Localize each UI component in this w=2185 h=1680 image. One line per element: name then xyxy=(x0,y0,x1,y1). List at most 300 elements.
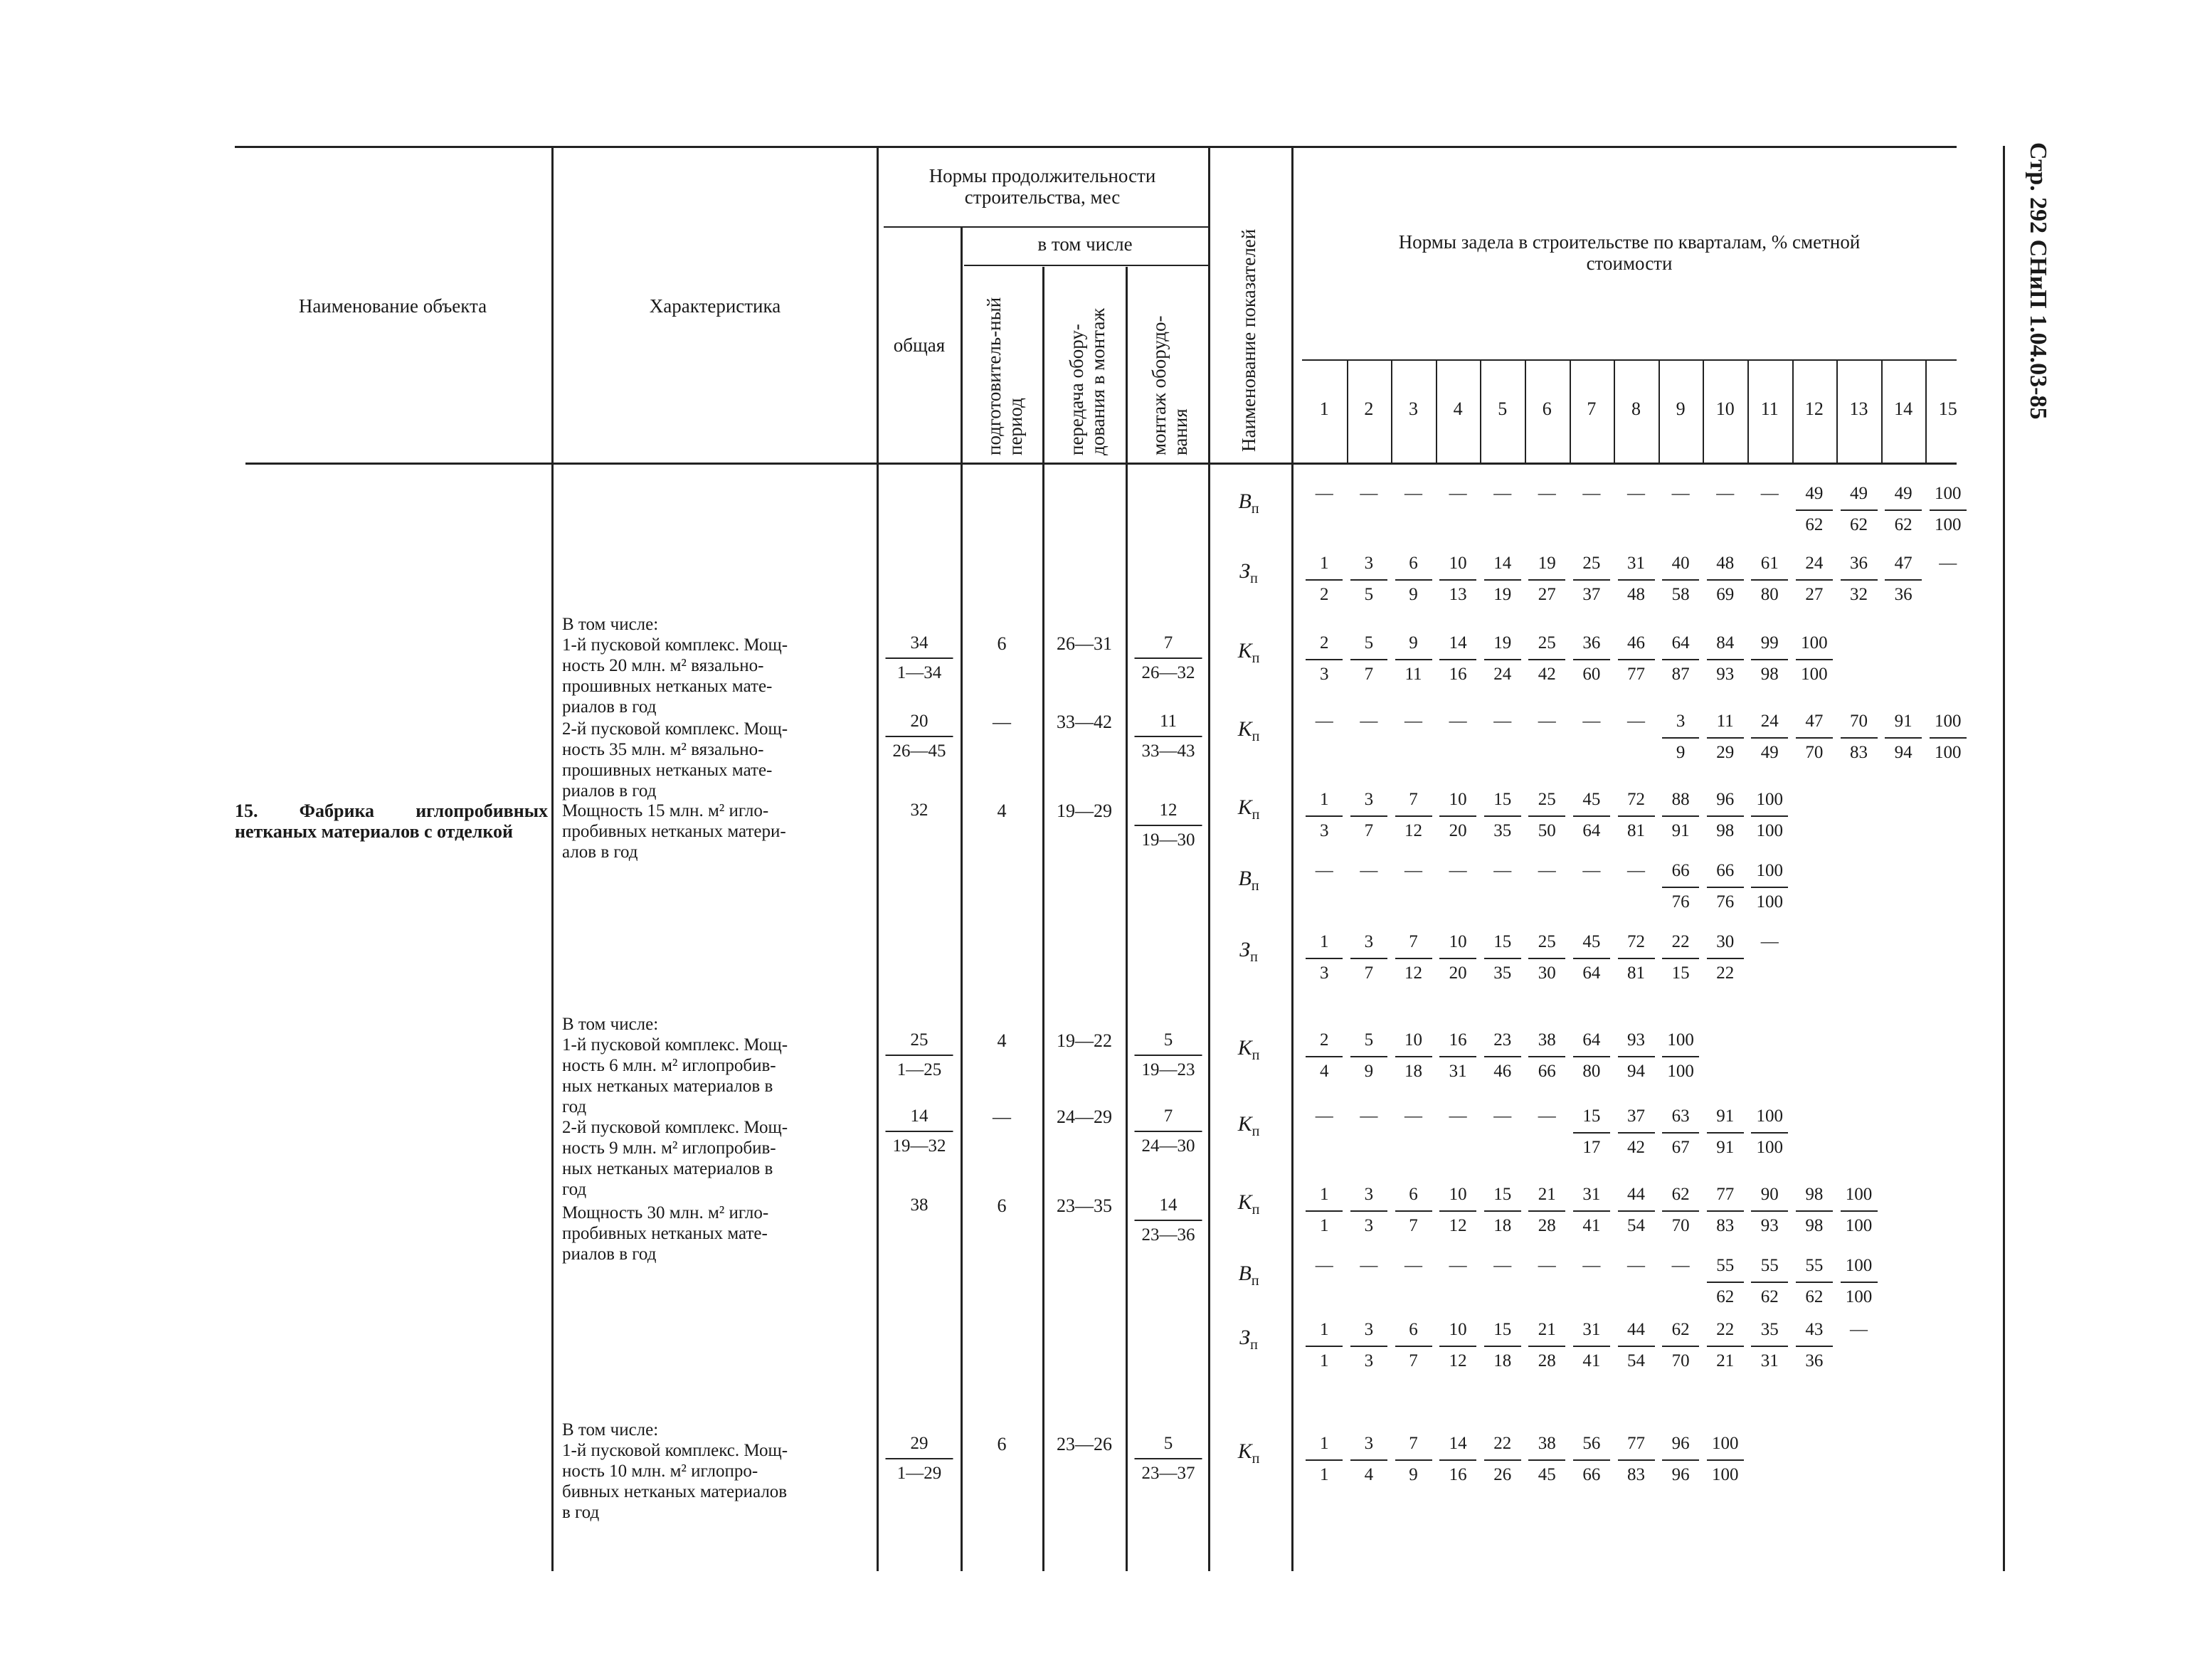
zadel-bottom-value xyxy=(1437,505,1479,527)
zadel-bottom-value xyxy=(1748,953,1791,975)
zadel-top-value: — xyxy=(1493,1256,1512,1275)
duration-total-value: 38 xyxy=(910,1195,929,1215)
zadel-top-value: 19 xyxy=(1538,554,1556,573)
zadel-bottom-value: 62 xyxy=(1805,515,1824,534)
zadel-cell xyxy=(1659,484,1702,527)
zadel-top-value: 14 xyxy=(1449,1434,1467,1453)
description-line: риалов в год xyxy=(562,781,657,801)
zadel-top-value: 25 xyxy=(1538,790,1556,809)
zadel-bottom-value: 1 xyxy=(1320,1216,1329,1235)
zadel-bottom-value: 12 xyxy=(1449,1216,1467,1235)
zadel-cell xyxy=(1570,1030,1613,1083)
zadel-top-value: 61 xyxy=(1760,554,1779,573)
fraction-bar xyxy=(1751,815,1788,817)
zadel-top-value: — xyxy=(1850,1320,1868,1339)
zadel-cell xyxy=(1348,1256,1390,1299)
fraction-bar xyxy=(1751,1282,1788,1283)
duration-mount-value: 5 xyxy=(1163,1434,1173,1453)
zadel-cell xyxy=(1704,1106,1747,1159)
zadel-bottom-value: 20 xyxy=(1449,821,1467,840)
zadel-cell xyxy=(1704,861,1747,914)
zadel-cell xyxy=(1437,484,1479,527)
zadel-bottom-value: 54 xyxy=(1627,1351,1645,1370)
zadel-bottom-value: 9 xyxy=(1364,1062,1374,1081)
fraction-bar xyxy=(1350,1346,1387,1347)
duration-mount-value: 7 xyxy=(1163,633,1173,653)
zadel-top-value: 93 xyxy=(1627,1030,1645,1050)
zadel-cell xyxy=(1525,790,1568,842)
zadel-top-value: 44 xyxy=(1627,1320,1645,1339)
zadel-bottom-value: 7 xyxy=(1409,1351,1418,1370)
zadel-cell xyxy=(1882,712,1925,764)
zadel-cell xyxy=(1927,554,1969,596)
fraction-bar xyxy=(1484,1459,1521,1461)
zadel-bottom-value: 35 xyxy=(1493,963,1512,983)
description-line: год xyxy=(562,1097,587,1116)
zadel-bottom-value: 9 xyxy=(1409,1465,1418,1484)
zadel-bottom-value xyxy=(1525,1128,1568,1149)
zadel-cell xyxy=(1570,1320,1613,1373)
indicator-letter: В xyxy=(1238,1262,1252,1285)
zadel-top-value: 5 xyxy=(1364,1030,1374,1050)
fraction-bar xyxy=(1306,1056,1343,1057)
zadel-cell xyxy=(1659,1185,1702,1237)
zadel-bottom-value: 81 xyxy=(1627,963,1645,983)
zadel-top-value: 15 xyxy=(1582,1106,1601,1126)
duration-total-value: 29 xyxy=(910,1434,929,1453)
description-line: ность 35 млн. м² вязально- xyxy=(562,740,764,759)
zadel-cell xyxy=(1615,1434,1658,1486)
zadel-bottom-value: 100 xyxy=(1756,821,1784,840)
fraction-bar xyxy=(1528,1346,1565,1347)
zadel-bottom-value xyxy=(1615,1277,1658,1299)
zadel-cell xyxy=(1525,861,1568,904)
zadel-cell xyxy=(1570,484,1613,527)
zadel-top-value: — xyxy=(1315,1256,1333,1275)
zadel-cell xyxy=(1348,1106,1390,1149)
fraction-bar xyxy=(1395,1459,1432,1461)
indicator-label xyxy=(1238,1112,1260,1140)
zadel-bottom-value: 93 xyxy=(1716,665,1735,684)
zadel-top-value: 7 xyxy=(1409,932,1418,951)
zadel-bottom-value: 98 xyxy=(1760,665,1779,684)
zadel-cell xyxy=(1659,861,1702,914)
zadel-cell xyxy=(1570,554,1613,606)
duration-total xyxy=(886,801,953,820)
zadel-cell xyxy=(1481,932,1524,985)
fraction-bar xyxy=(1350,1459,1387,1461)
zadel-top-value: 77 xyxy=(1716,1185,1735,1204)
zadel-cell xyxy=(1704,712,1747,764)
fraction-bar xyxy=(1439,659,1476,660)
zadel-bottom-value: 76 xyxy=(1671,892,1690,912)
description-line: алов в год xyxy=(562,842,638,862)
description-line: 1-й пусковой комплекс. Мощ- xyxy=(562,635,788,655)
description-line: 1-й пусковой комплекс. Мощ- xyxy=(562,1441,788,1460)
fraction-bar xyxy=(1528,958,1565,959)
zadel-bottom-value: 3 xyxy=(1320,665,1329,684)
fraction-bar xyxy=(1662,815,1699,817)
fraction-bar xyxy=(1395,958,1432,959)
zadel-top-value: — xyxy=(1360,712,1378,731)
duration-mount-range: 23—37 xyxy=(1141,1464,1195,1483)
zadel-cell xyxy=(1748,790,1791,842)
zadel-cell xyxy=(1303,1256,1345,1299)
fraction-bar xyxy=(1662,659,1699,660)
indicator-letter: К xyxy=(1237,717,1252,741)
zadel-bottom-value xyxy=(1437,1277,1479,1299)
zadel-bottom-value: 66 xyxy=(1538,1062,1556,1081)
description-line: ность 10 млн. м² иглопро- xyxy=(562,1462,758,1481)
zadel-top-value: 19 xyxy=(1493,633,1512,653)
fraction-bar xyxy=(1306,1210,1343,1212)
zadel-cell xyxy=(1748,484,1791,527)
zadel-top-value: — xyxy=(1449,1106,1467,1126)
zadel-bottom-value: 49 xyxy=(1760,743,1779,762)
indicator-subscript: п xyxy=(1250,949,1258,965)
zadel-bottom-value: 3 xyxy=(1320,821,1329,840)
indicator-subscript: п xyxy=(1252,1124,1260,1139)
zadel-cell xyxy=(1748,712,1791,764)
fraction-bar xyxy=(1796,737,1833,739)
zadel-cell xyxy=(1481,554,1524,606)
zadel-cell xyxy=(1570,1106,1613,1159)
fraction-bar xyxy=(1751,737,1788,739)
quarter-separator xyxy=(1614,359,1615,463)
fraction-bar xyxy=(1350,579,1387,581)
duration-total-value: 34 xyxy=(910,633,929,653)
duration-total-range: 1—25 xyxy=(896,1060,942,1079)
header-transfer: передача обору-дования в монтаж xyxy=(1066,308,1109,455)
description-line: ных нетканых материалов в xyxy=(562,1077,773,1096)
zadel-top-value: 1 xyxy=(1320,790,1329,809)
zadel-top-value: 45 xyxy=(1582,932,1601,951)
zadel-cell xyxy=(1570,1434,1613,1486)
zadel-bottom-value xyxy=(1481,882,1524,904)
duration-mount-range: 23—36 xyxy=(1141,1225,1195,1245)
quarter-label: 8 xyxy=(1631,398,1641,419)
zadel-cell xyxy=(1659,790,1702,842)
fraction-bar xyxy=(1573,1132,1610,1134)
zadel-bottom-value: 16 xyxy=(1449,1465,1467,1484)
zadel-bottom-value xyxy=(1348,1277,1390,1299)
zadel-cell xyxy=(1748,861,1791,914)
zadel-bottom-value: 27 xyxy=(1538,585,1556,604)
zadel-cell xyxy=(1570,1185,1613,1237)
zadel-top-value: 3 xyxy=(1364,1185,1374,1204)
zadel-bottom-value: 7 xyxy=(1364,963,1374,983)
zadel-top-value: 3 xyxy=(1364,932,1374,951)
fraction-bar xyxy=(1350,1056,1387,1057)
zadel-top-value: 14 xyxy=(1493,554,1512,573)
zadel-cell xyxy=(1838,1320,1880,1363)
description-block xyxy=(562,1117,868,1200)
fraction-bar xyxy=(1439,1210,1476,1212)
description-line: В том числе: xyxy=(562,1420,659,1439)
fraction-bar xyxy=(1707,815,1744,817)
zadel-top-value: 10 xyxy=(1449,554,1467,573)
zadel-cell xyxy=(1882,484,1925,537)
zadel-cell xyxy=(1570,932,1613,985)
zadel-cell xyxy=(1437,1185,1479,1237)
zadel-top-value: 24 xyxy=(1805,554,1824,573)
zadel-bottom-value: 24 xyxy=(1493,665,1512,684)
indicator-label xyxy=(1238,1190,1260,1218)
zadel-cell xyxy=(1437,1434,1479,1486)
zadel-bottom-value: 32 xyxy=(1850,585,1868,604)
zadel-cell xyxy=(1748,1106,1791,1159)
zadel-bottom-value xyxy=(1570,505,1613,527)
duration-prep: 4 xyxy=(997,1030,1007,1051)
zadel-top-value: 64 xyxy=(1671,633,1690,653)
zadel-top-value: 30 xyxy=(1716,932,1735,951)
duration-total xyxy=(886,1195,953,1215)
zadel-cell xyxy=(1437,1030,1479,1083)
zadel-top-value: 66 xyxy=(1671,861,1690,880)
description-line: ность 9 млн. м² иглопробив- xyxy=(562,1139,776,1158)
fraction-bar xyxy=(1573,958,1610,959)
zadel-top-value: 6 xyxy=(1409,554,1418,573)
zadel-top-value: — xyxy=(1449,484,1467,503)
zadel-top-value: 21 xyxy=(1538,1185,1556,1204)
zadel-top-value: 25 xyxy=(1538,932,1556,951)
fraction-bar xyxy=(1618,1132,1655,1134)
quarter-label: 10 xyxy=(1715,398,1735,419)
zadel-top-value: — xyxy=(1538,1106,1556,1126)
zadel-bottom-value: 94 xyxy=(1894,743,1912,762)
zadel-top-value: 37 xyxy=(1627,1106,1645,1126)
description-line: бивных нетканых материалов xyxy=(562,1482,788,1501)
zadel-top-value: — xyxy=(1449,1256,1467,1275)
zadel-top-value: 38 xyxy=(1538,1434,1556,1453)
fraction-bar xyxy=(1707,737,1744,739)
zadel-bottom-value xyxy=(1392,1128,1435,1149)
indicator-letter: К xyxy=(1237,1112,1252,1136)
zadel-top-value: 7 xyxy=(1409,1434,1418,1453)
zadel-cell xyxy=(1392,1106,1435,1149)
zadel-cell xyxy=(1348,712,1390,754)
duration-total-value: 20 xyxy=(910,712,929,731)
zadel-cell xyxy=(1481,484,1524,527)
zadel-top-value: — xyxy=(1315,1106,1333,1126)
quarter-separator xyxy=(1570,359,1571,463)
zadel-bottom-value xyxy=(1392,505,1435,527)
zadel-top-value: 72 xyxy=(1627,790,1645,809)
zadel-bottom-value xyxy=(1748,505,1791,527)
zadel-top-value: 2 xyxy=(1320,1030,1329,1050)
fraction-bar xyxy=(1395,815,1432,817)
zadel-cell xyxy=(1392,633,1435,686)
zadel-bottom-value: 76 xyxy=(1716,892,1735,912)
duration-mount xyxy=(1135,1106,1202,1156)
duration-transfer: 23—26 xyxy=(1057,1434,1112,1454)
fraction-bar xyxy=(1439,958,1476,959)
zadel-bottom-value: 66 xyxy=(1582,1465,1601,1484)
duration-transfer: 23—35 xyxy=(1057,1195,1112,1216)
fraction-bar xyxy=(1573,1346,1610,1347)
zadel-bottom-value xyxy=(1570,733,1613,754)
zadel-bottom-value: 4 xyxy=(1320,1062,1329,1081)
indicator-letter: К xyxy=(1237,796,1252,819)
fraction-bar xyxy=(1841,1210,1878,1212)
zadel-top-value: 70 xyxy=(1850,712,1868,731)
zadel-bottom-value: 12 xyxy=(1404,963,1422,983)
zadel-bottom-value: 62 xyxy=(1805,1287,1824,1306)
zadel-top-value: 3 xyxy=(1364,790,1374,809)
zadel-bottom-value: 58 xyxy=(1671,585,1690,604)
zadel-bottom-value: 93 xyxy=(1760,1216,1779,1235)
zadel-cell xyxy=(1303,790,1345,842)
zadel-cell xyxy=(1392,1256,1435,1299)
zadel-bottom-value: 98 xyxy=(1716,821,1735,840)
zadel-bottom-value xyxy=(1927,575,1969,596)
duration-mount-value: 12 xyxy=(1159,801,1178,820)
quarter-label: 11 xyxy=(1760,398,1779,419)
fraction-bar xyxy=(1841,509,1878,511)
fraction-bar xyxy=(1528,1056,1565,1057)
zadel-top-value: 100 xyxy=(1934,712,1962,731)
zadel-top-value: 55 xyxy=(1716,1256,1735,1275)
fraction-bar xyxy=(1841,1282,1878,1283)
indicator-label xyxy=(1238,1262,1259,1289)
zadel-top-value: 100 xyxy=(1756,861,1784,880)
fraction-bar xyxy=(1573,579,1610,581)
fraction-bar xyxy=(886,1131,953,1132)
zadel-top-value: 55 xyxy=(1805,1256,1824,1275)
zadel-top-value: 22 xyxy=(1671,932,1690,951)
fraction-bar xyxy=(1484,815,1521,817)
fraction-bar xyxy=(1841,579,1878,581)
zadel-top-value: — xyxy=(1627,861,1645,880)
zadel-bottom-value xyxy=(1392,733,1435,754)
zadel-bottom-value: 100 xyxy=(1845,1216,1873,1235)
zadel-top-value: 91 xyxy=(1716,1106,1735,1126)
zadel-top-value: 22 xyxy=(1493,1434,1512,1453)
zadel-top-value: — xyxy=(1404,1106,1422,1126)
duration-total-value: 14 xyxy=(910,1106,929,1126)
zadel-cell xyxy=(1748,1185,1791,1237)
zadel-top-value: 55 xyxy=(1760,1256,1779,1275)
fraction-bar xyxy=(1135,1055,1202,1056)
zadel-bottom-value: 7 xyxy=(1409,1216,1418,1235)
fraction-bar xyxy=(1618,815,1655,817)
fraction-bar xyxy=(1618,1459,1655,1461)
header-norms-title: Нормы продолжительности строительства, мес xyxy=(929,165,1156,208)
fraction-bar xyxy=(1306,1459,1343,1461)
zadel-cell xyxy=(1615,861,1658,904)
fraction-bar xyxy=(1707,1282,1744,1283)
fraction-bar xyxy=(1707,1210,1744,1212)
indicator-subscript: п xyxy=(1252,1451,1260,1467)
fraction-bar xyxy=(1484,659,1521,660)
zadel-top-value: — xyxy=(1360,861,1378,880)
zadel-bottom-value: 9 xyxy=(1409,585,1418,604)
fraction-bar xyxy=(1796,1346,1833,1347)
zadel-cell xyxy=(1348,1320,1390,1373)
zadel-bottom-value xyxy=(1525,1277,1568,1299)
zadel-cell xyxy=(1525,554,1568,606)
zadel-top-value: — xyxy=(1449,712,1467,731)
zadel-cell xyxy=(1481,1434,1524,1486)
zadel-cell xyxy=(1748,932,1791,975)
zadel-bottom-value: 100 xyxy=(1801,665,1828,684)
zadel-bottom-value xyxy=(1437,1128,1479,1149)
zadel-bottom-value: 17 xyxy=(1582,1138,1601,1157)
zadel-cell xyxy=(1615,484,1658,527)
zadel-bottom-value: 7 xyxy=(1364,665,1374,684)
description-line: риалов в год xyxy=(562,697,657,717)
zadel-bottom-value xyxy=(1392,882,1435,904)
zadel-bottom-value: 1 xyxy=(1320,1465,1329,1484)
duration-mount xyxy=(1135,1195,1202,1245)
zadel-top-value: 9 xyxy=(1409,633,1418,653)
zadel-cell xyxy=(1348,554,1390,606)
zadel-top-value: 10 xyxy=(1449,932,1467,951)
fraction-bar xyxy=(1618,958,1655,959)
duration-transfer: 19—22 xyxy=(1057,1030,1112,1051)
zadel-cell xyxy=(1838,554,1880,606)
fraction-bar xyxy=(1796,509,1833,511)
zadel-bottom-value: 16 xyxy=(1449,665,1467,684)
zadel-cell xyxy=(1838,1256,1880,1309)
fraction-bar xyxy=(1528,1459,1565,1461)
zadel-cell xyxy=(1659,932,1702,985)
description-block xyxy=(562,614,868,717)
fraction-bar xyxy=(1439,1056,1476,1057)
zadel-cell xyxy=(1615,1320,1658,1373)
duration-total xyxy=(886,633,953,683)
zadel-bottom-value xyxy=(1570,1277,1613,1299)
duration-mount xyxy=(1135,1434,1202,1484)
zadel-top-value: 49 xyxy=(1850,484,1868,503)
fraction-bar xyxy=(1618,579,1655,581)
fraction-bar xyxy=(886,657,953,659)
duration-transfer: 19—29 xyxy=(1057,801,1112,821)
fraction-bar xyxy=(1135,1458,1202,1459)
description-line: в год xyxy=(562,1503,600,1522)
description-line: Мощность 15 млн. м² игло- xyxy=(562,801,769,820)
zadel-top-value: 91 xyxy=(1894,712,1912,731)
fraction-bar xyxy=(1484,958,1521,959)
zadel-bottom-value xyxy=(1525,733,1568,754)
zadel-top-value: 100 xyxy=(1845,1256,1873,1275)
zadel-bottom-value xyxy=(1303,733,1345,754)
zadel-top-value: 10 xyxy=(1449,790,1467,809)
object-name: 15. Фабрика иглопробивных нетканых материалов с отделкой xyxy=(235,801,548,842)
zadel-bottom-value: 54 xyxy=(1627,1216,1645,1235)
zadel-bottom-value xyxy=(1615,882,1658,904)
zadel-cell xyxy=(1525,712,1568,754)
zadel-bottom-value xyxy=(1303,1128,1345,1149)
indicator-label xyxy=(1238,1036,1260,1064)
zadel-cell xyxy=(1615,712,1658,754)
zadel-top-value: — xyxy=(1538,484,1556,503)
zadel-top-value: 35 xyxy=(1760,1320,1779,1339)
description-line: В том числе: xyxy=(562,1015,659,1034)
zadel-top-value: 46 xyxy=(1627,633,1645,653)
zadel-cell xyxy=(1838,484,1880,537)
zadel-top-value: 40 xyxy=(1671,554,1690,573)
zadel-top-value: 96 xyxy=(1671,1434,1690,1453)
fraction-bar xyxy=(1350,1210,1387,1212)
fraction-bar xyxy=(1135,1131,1202,1132)
zadel-cell xyxy=(1348,790,1390,842)
zadel-top-value: — xyxy=(1671,1256,1690,1275)
zadel-top-value: — xyxy=(1760,932,1779,951)
zadel-cell xyxy=(1392,790,1435,842)
zadel-cell xyxy=(1793,484,1836,537)
zadel-top-value: 77 xyxy=(1627,1434,1645,1453)
